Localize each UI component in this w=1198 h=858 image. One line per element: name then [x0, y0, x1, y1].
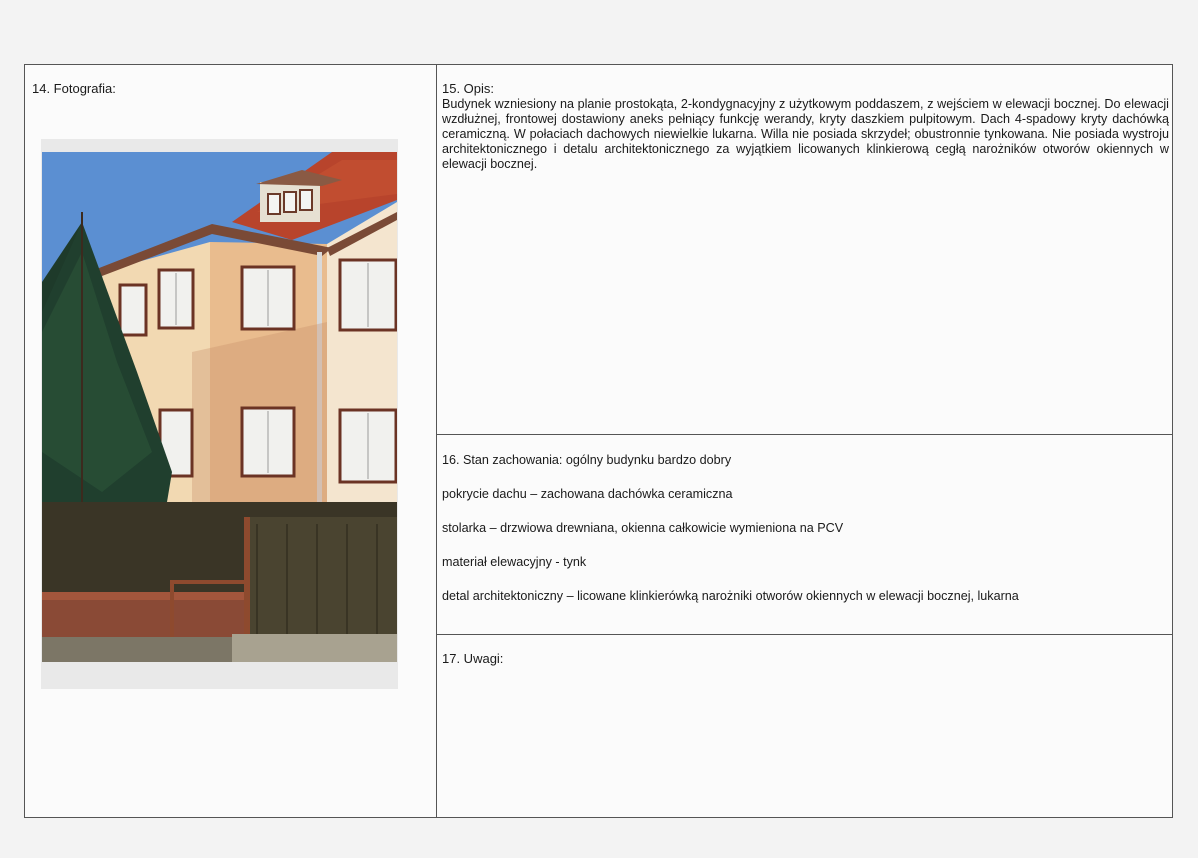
row-divider-description [436, 434, 1172, 435]
condition-section-label: 16. Stan zachowania: ogólny budynku bardzo dobry [442, 453, 732, 467]
condition-item-facade: materiał elewacyjny - tynk [442, 555, 587, 569]
condition-item-detail: detal architektoniczny – licowane klinkierówką narożniki otworów okiennych w elewacji bocznej, lukarna [442, 589, 1019, 603]
building-photo [42, 152, 397, 662]
condition-item-joinery: stolarka – drzwiowa drewniana, okienna całkowicie wymieniona na PCV [442, 521, 844, 535]
photo-section-label: 14. Fotografia: [32, 81, 116, 96]
description-section [442, 81, 1169, 172]
condition-item-roof: pokrycie dachu – zachowana dachówka ceramiczna [442, 487, 733, 501]
column-divider [436, 65, 437, 817]
description-section-label: 15. Opis: [442, 81, 495, 96]
description-text: Budynek wzniesiony na planie prostokąta, 2-kondygnacyjny z użytkowym poddaszem, z wejściem w elewacji bocznej. Do elewacji wzdłużnej, frontowej dostawiony aneks pełniący funkcję werandy, kryty daszkiem pulpitowym. Dach 4-spadowy kryty dachówką ceramiczną. W połaciach dachowych niewielkie lukarna. Willa nie posiada skrzydeł; obustronnie tynkowana. Nie posiada wystroju architektonicznego i detalu architektonicznego za wyjątkiem licowanych klinkierową cegłą narożników otworów okiennych w elewacji bocznej. [442, 97, 1169, 171]
record-card [24, 64, 1173, 818]
condition-section [442, 452, 1169, 622]
remarks-section-label: 17. Uwagi: [442, 651, 504, 666]
row-divider-condition [436, 634, 1172, 635]
